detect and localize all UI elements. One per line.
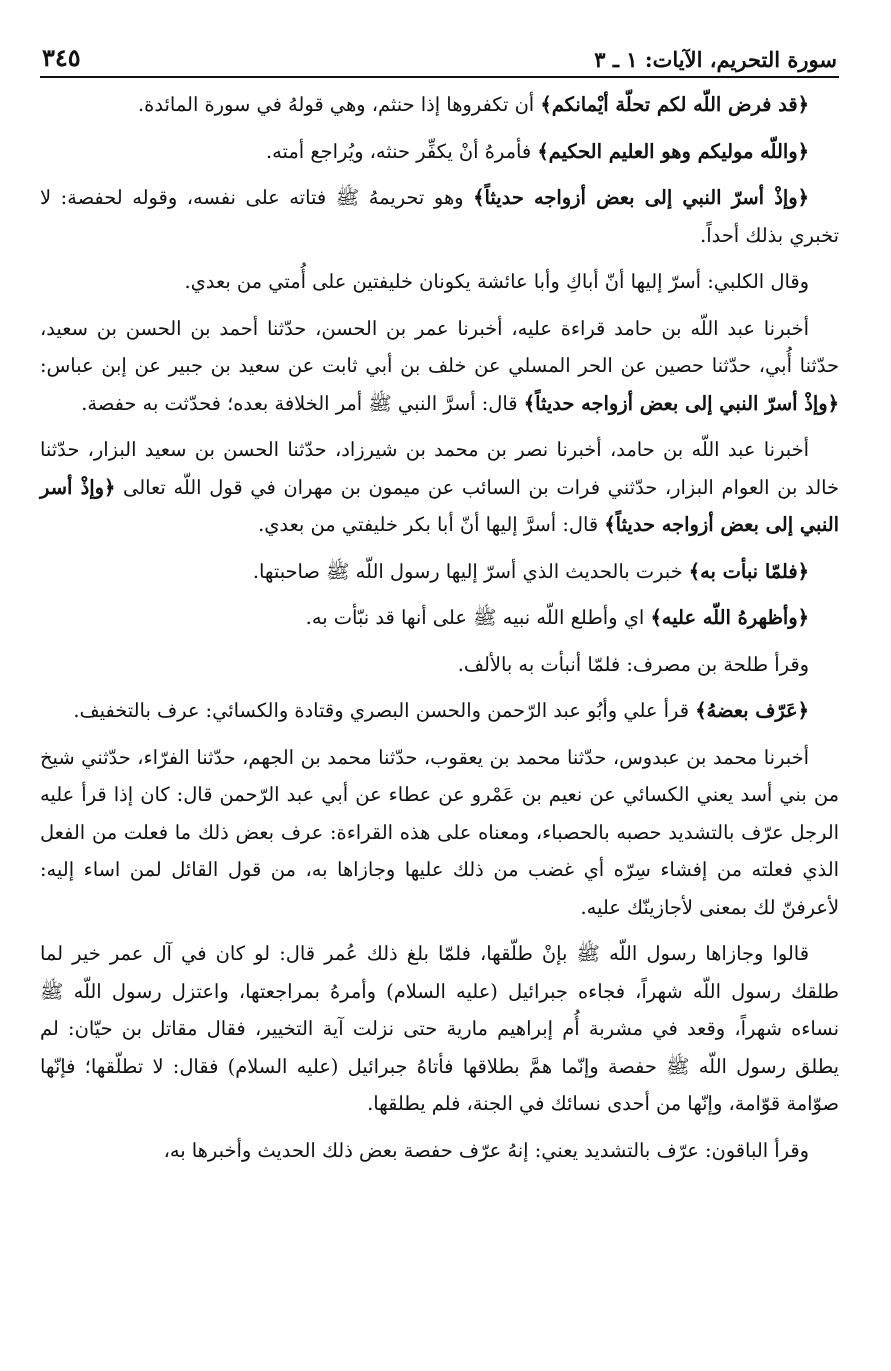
- quran-quote: ﴿واللّه موليكم وهو العليم الحكيم﴾: [537, 139, 809, 163]
- paragraph-8: [40, 599, 839, 637]
- commentary-text: خبرت بالحديث الذي أسرّ إليها رسول اللّه ﷺ صاحبتها.: [252, 559, 689, 583]
- quran-quote: ﴿وإذْ أسرّ النبي إلى بعض أزواجه حديثاً﴾: [523, 391, 839, 415]
- surah-title: سورة التحريم، الآيات: ١ ـ ٣: [594, 47, 837, 72]
- paragraph-3: [40, 179, 839, 254]
- quran-quote: ﴿قد فرض اللّه لكم تحلّة أيْمانكم﴾: [540, 93, 809, 116]
- paragraph-13: [40, 1132, 839, 1170]
- paragraph-9: [40, 646, 839, 684]
- paragraph-4: [40, 263, 839, 301]
- paragraph-12: [40, 935, 839, 1123]
- paragraph-7: [40, 553, 839, 591]
- commentary-text: فأمرهُ أنْ يكفِّر حنثه، ويُراجع أمته.: [265, 139, 538, 163]
- page-number: ٣٤٥: [42, 43, 81, 72]
- isnad-text: أخبرنا عبد اللّه بن حامد قراءة عليه، أخبرنا عمر بن الحسن، حدّثنا أحمد بن الحسن بن سعيد، حدّثنا أُبي، حدّثنا حصين عن الحر المسلي عن خلف بن أبي ثابت عن سعيد بن جبير عن إبن عباس:: [40, 316, 839, 377]
- commentary-text: قال: أسرَّ النبي ﷺ أمر الخلافة بعده؛ فحدّثت به حفصة.: [81, 391, 524, 415]
- paragraph-10: [40, 692, 839, 730]
- quran-quote: ﴿وأظهرهُ اللّه عليه﴾: [650, 606, 809, 629]
- isnad-text: أخبرنا عبد اللّه بن حامد، أخبرنا نصر بن محمد بن شيرزاد، حدّثنا الحسن بن سعيد البزار، حدّثنا خالد بن العوام البزار، حدّثني فرات بن السائب عن ميمون بن مهران في قول اللّه تعالى: [40, 438, 839, 499]
- page-header: [40, 34, 839, 78]
- commentary-text: قرأ علي وأبُو عبد الرّحمن والحسن البصري وقتادة والكسائي: عرف بالتخفيف.: [73, 699, 696, 722]
- paragraph-5: [40, 310, 839, 423]
- quran-quote: ﴿عَرّف بعضهُ﴾: [695, 699, 809, 722]
- commentary-text: اي وأطلع اللّه نبيه ﷺ على أنها قد نبّأت به.: [305, 606, 651, 629]
- commentary-text: أخبرنا محمد بن عبدوس، حدّثنا محمد بن يعقوب، حدّثنا محمد بن الجهم، حدّثنا الفرّاء، حدّثني شيخ من بني أسد يعني الكسائي عن نعيم بن عَمْرو عن عطاء عن أبي عبد الرّحمن قال: كان إذا قرأ عليه الرجل عرّف بالتشديد حصبه بالحصباء، ومعناه على هذه القراءة: عرف بعض ذلك ما فعلت من الفعل الذي فعلته من إفشاء سِرّه أي غضب من ذلك عليها وجازاها به، من قول القائل لمن اساء إليه: لأعرفنّ لك بمعنى لأجازينّك عليه.: [40, 745, 839, 919]
- paragraph-1: [40, 86, 839, 124]
- commentary-text: وقرأ طلحة بن مصرف: فلمّا أنبأت به بالألف.: [457, 652, 809, 676]
- paragraph-2: [40, 133, 839, 171]
- commentary-text: قالوا وجازاها رسول اللّه ﷺ بإنْ طلّقها، فلمّا بلغ ذلك عُمر قال: لو كان في آل عمر خير لما طلقك رسول اللّه شهراً، فجاءه جبرائيل (عليه السلام) وأمرهُ بمراجعتها، واعتزل رسول اللّه ﷺ نساءه شهراً، وقعد في مشربة أُم إبراهيم مارية حتى نزلت آية التخيير، فقال مقاتل بن حيّان: لم يطلق رسول اللّه ﷺ حفصة وإنّما همَّ بطلاقها فأتاهُ جبرائيل (عليه السلام) فقال: لا تطلّقها؛ فإنّها صوّامة قوّامة، وإنّها من أحدى نسائك في الجنة، فلم يطلقها.: [40, 942, 839, 1115]
- page-body: [40, 86, 839, 1169]
- commentary-text: وقرأ الباقون: عرّف بالتشديد يعني: إنهُ عرّف حفصة بعض ذلك الحديث وأخبرها به،: [163, 1138, 809, 1162]
- paragraph-11: [40, 739, 839, 927]
- commentary-text: وقال الكلبي: أسرّ إليها أنّ أباكِ وأبا عائشة يكونان خليفتين على أُمتي من بعدي.: [184, 270, 809, 293]
- quran-quote: ﴿وإذْ أسرّ النبي إلى بعض أزواجه حديثاً﴾: [473, 186, 809, 209]
- paragraph-6: [40, 431, 839, 544]
- commentary-text: وهو تحريمهُ ﷺ فتاته على نفسه، وقوله لحفصة: لا تخبري بذلك أحداً.: [40, 186, 839, 247]
- quran-quote: ﴿فلمّا نبأت به﴾: [688, 559, 809, 583]
- quran-quote: ﴿وإذْ أسر النبي إلى بعض أزواجه حديثاً﴾: [40, 475, 839, 536]
- commentary-text: أن تكفروها إذا حنثم، وهي قولهُ في سورة المائدة.: [138, 93, 541, 116]
- commentary-text: قال: أسرَّ إليها أنّ أبا بكر خليفتي من بعدي.: [258, 513, 605, 536]
